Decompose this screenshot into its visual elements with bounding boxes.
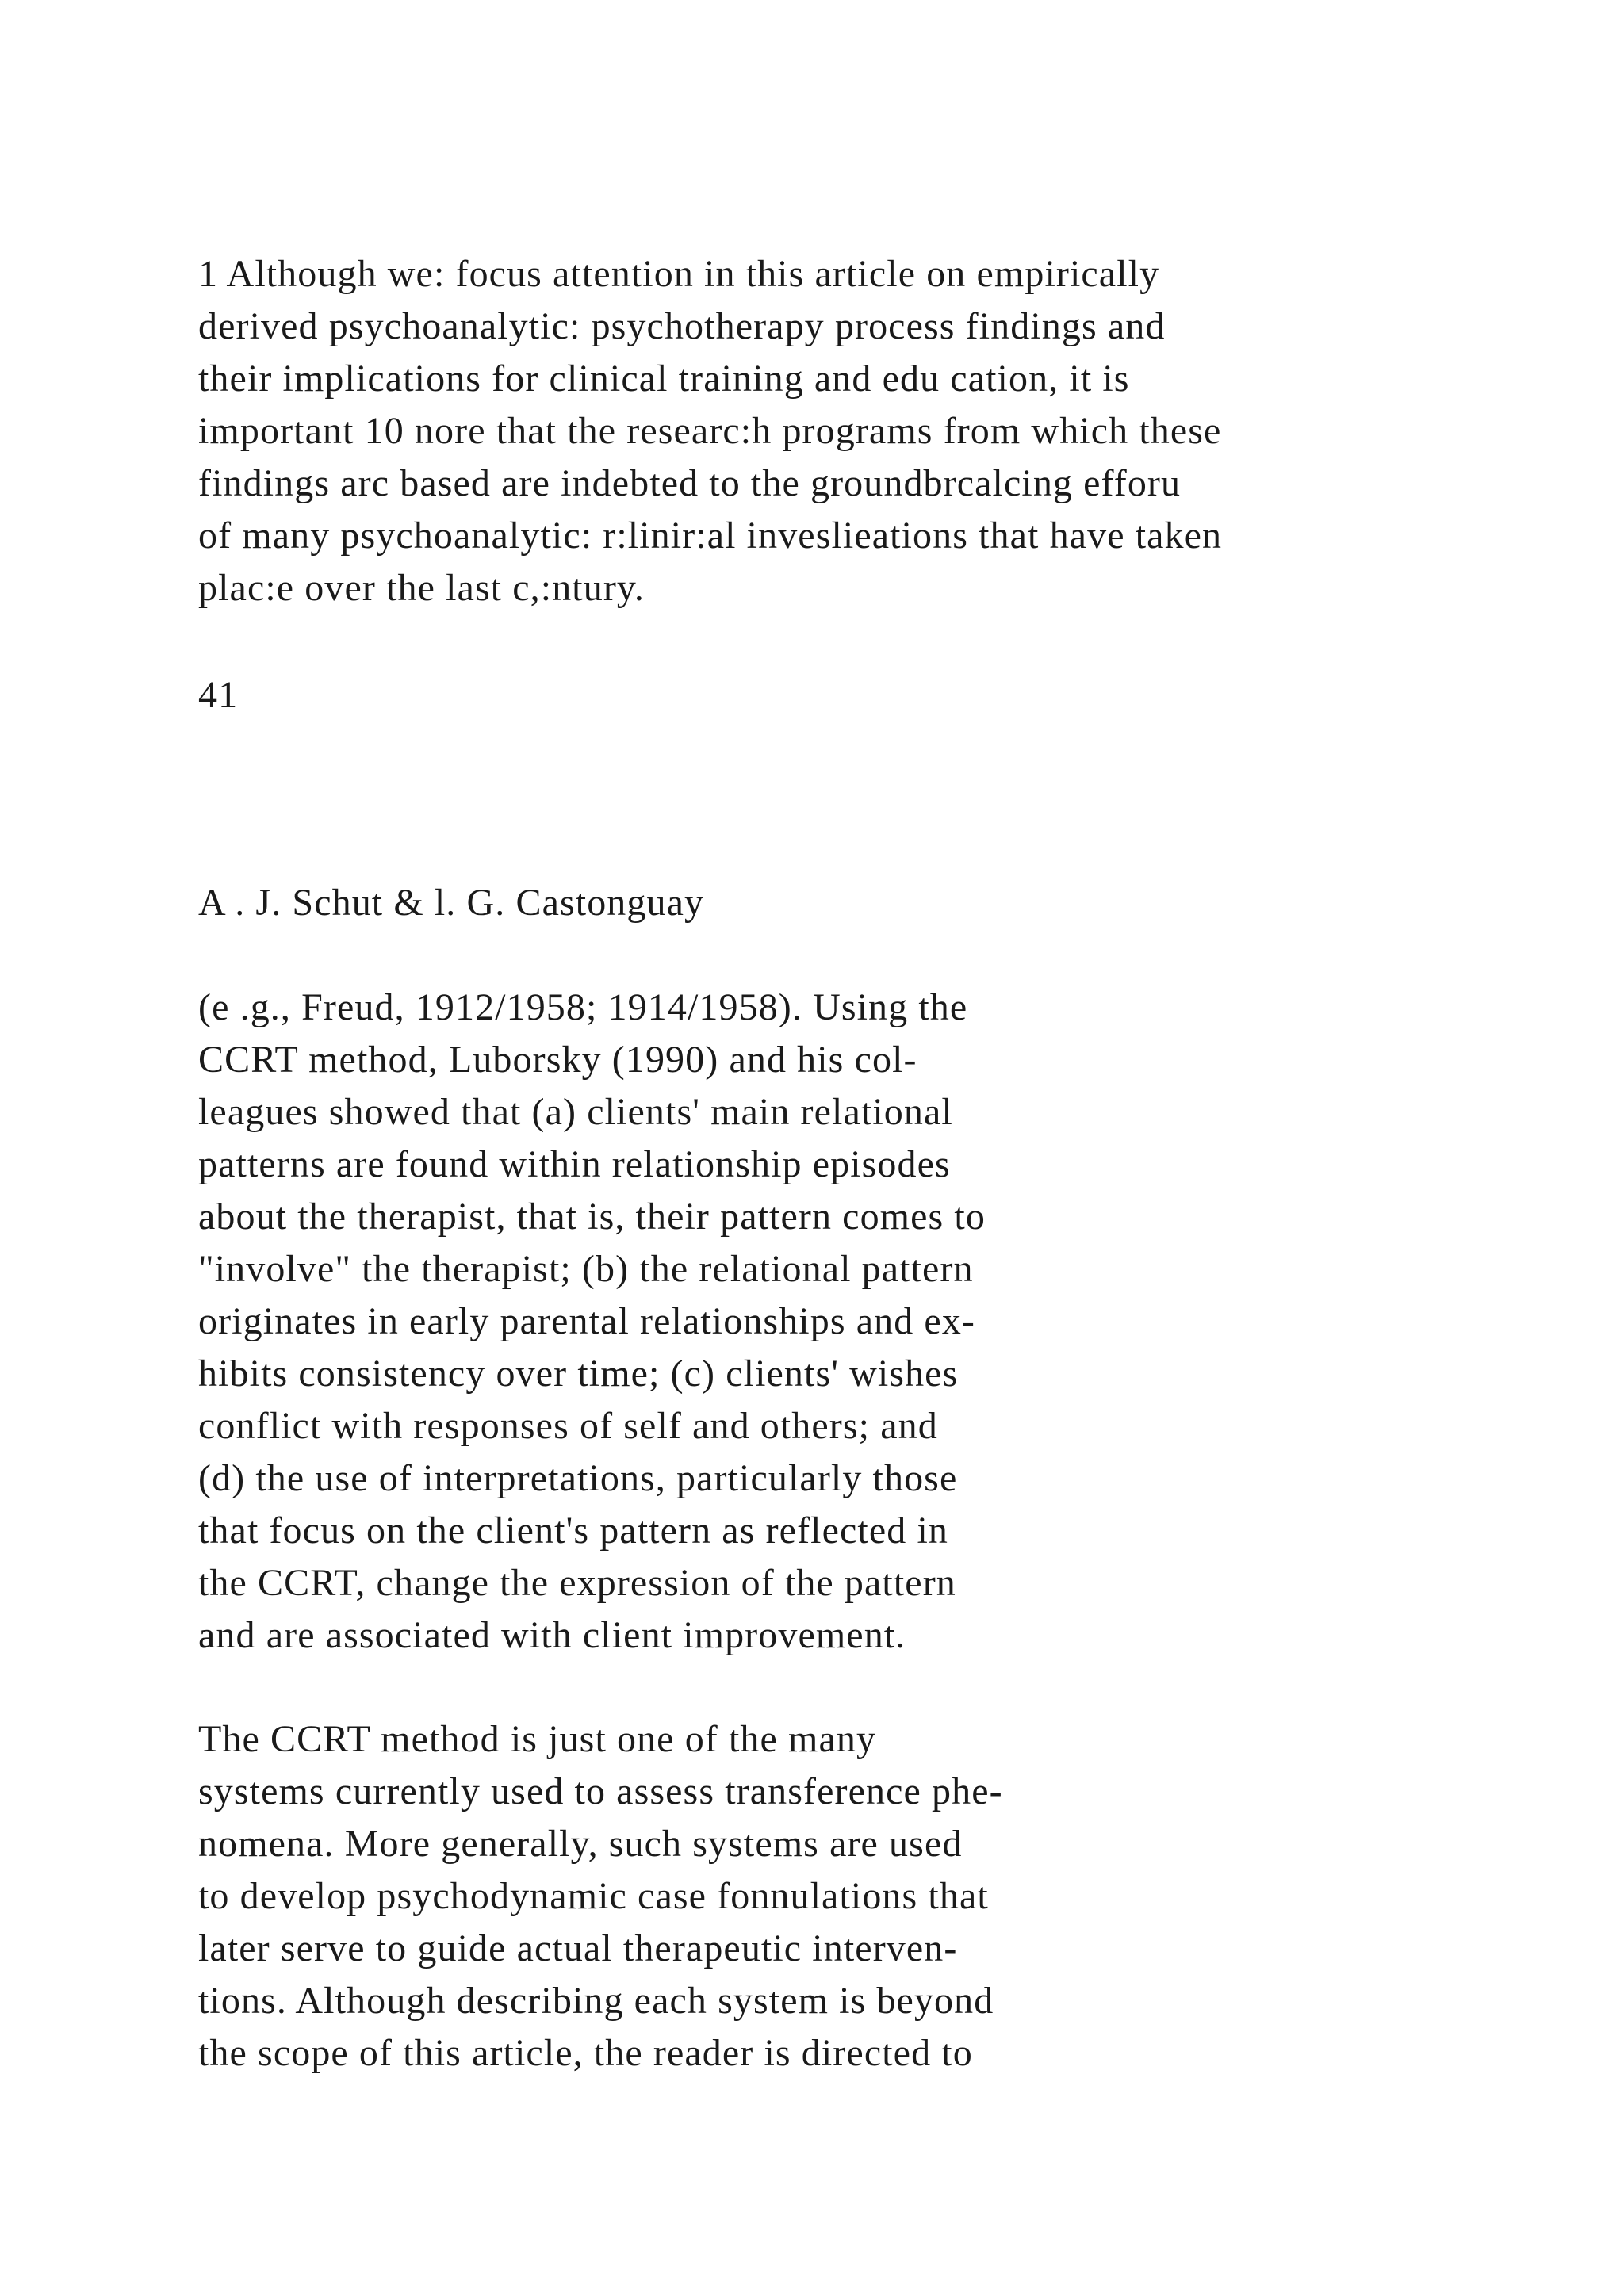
footnote-line: important 10 nore that the researc:h programs from which these xyxy=(198,410,1222,452)
footnote-line: findings arc based are indebted to the groundbrcalcing efforu xyxy=(198,462,1182,504)
paragraph-line: to develop psychodynamic case fonnulations that xyxy=(198,1875,989,1917)
paragraph-line: (d) the use of interpretations, particularly those xyxy=(198,1457,958,1499)
paragraph-line: that focus on the client's pattern as reflected in xyxy=(198,1510,948,1552)
paragraph-line: (e .g., Freud, 1912/1958; 1914/1958). Using the xyxy=(198,986,968,1028)
paragraph-line: the scope of this article, the reader is directed to xyxy=(198,2032,973,2074)
running-head: A . J. Schut & l. G. Castonguay xyxy=(198,882,705,924)
footnote-line: plac:e over the last c,:ntury. xyxy=(198,567,645,609)
paragraph-line: systems currently used to assess transference phe- xyxy=(198,1770,1003,1812)
paragraph-line: originates in early parental relationships and ex- xyxy=(198,1300,976,1342)
paragraph-line: patterns are found within relationship episodes xyxy=(198,1143,951,1185)
paragraph-line: about the therapist, that is, their pattern comes to xyxy=(198,1196,986,1238)
footnote-line: derived psychoanalytic: psychotherapy process findings and xyxy=(198,305,1166,347)
footnote-line: their implications for clinical training and edu cation, it is xyxy=(198,358,1130,400)
paragraph-line: nomena. More generally, such systems are used xyxy=(198,1823,963,1865)
footnote-line: 1 Although we: focus attention in this article on empirically xyxy=(198,253,1160,295)
page-number: 41 xyxy=(198,674,239,716)
paragraph-line: and are associated with client improvement. xyxy=(198,1614,906,1656)
paragraph-line: CCRT method, Luborsky (1990) and his col- xyxy=(198,1039,917,1081)
footnote-line: of many psychoanalytic: r:linir:al inveslieations that have taken xyxy=(198,515,1223,557)
paragraph-line: hibits consistency over time; (c) clients' wishes xyxy=(198,1353,959,1395)
paragraph-line: the CCRT, change the expression of the pattern xyxy=(198,1562,956,1604)
paragraph-line: later serve to guide actual therapeutic interven- xyxy=(198,1927,958,1969)
paragraph-line: The CCRT method is just one of the many xyxy=(198,1718,877,1760)
paragraph-line: "involve" the therapist; (b) the relational pattern xyxy=(198,1248,974,1290)
paragraph-line: leagues showed that (a) clients' main relational xyxy=(198,1091,953,1133)
paragraph-line: tions. Although describing each system is beyond xyxy=(198,1980,994,2022)
paragraph-line: conflict with responses of self and others; and xyxy=(198,1405,938,1447)
